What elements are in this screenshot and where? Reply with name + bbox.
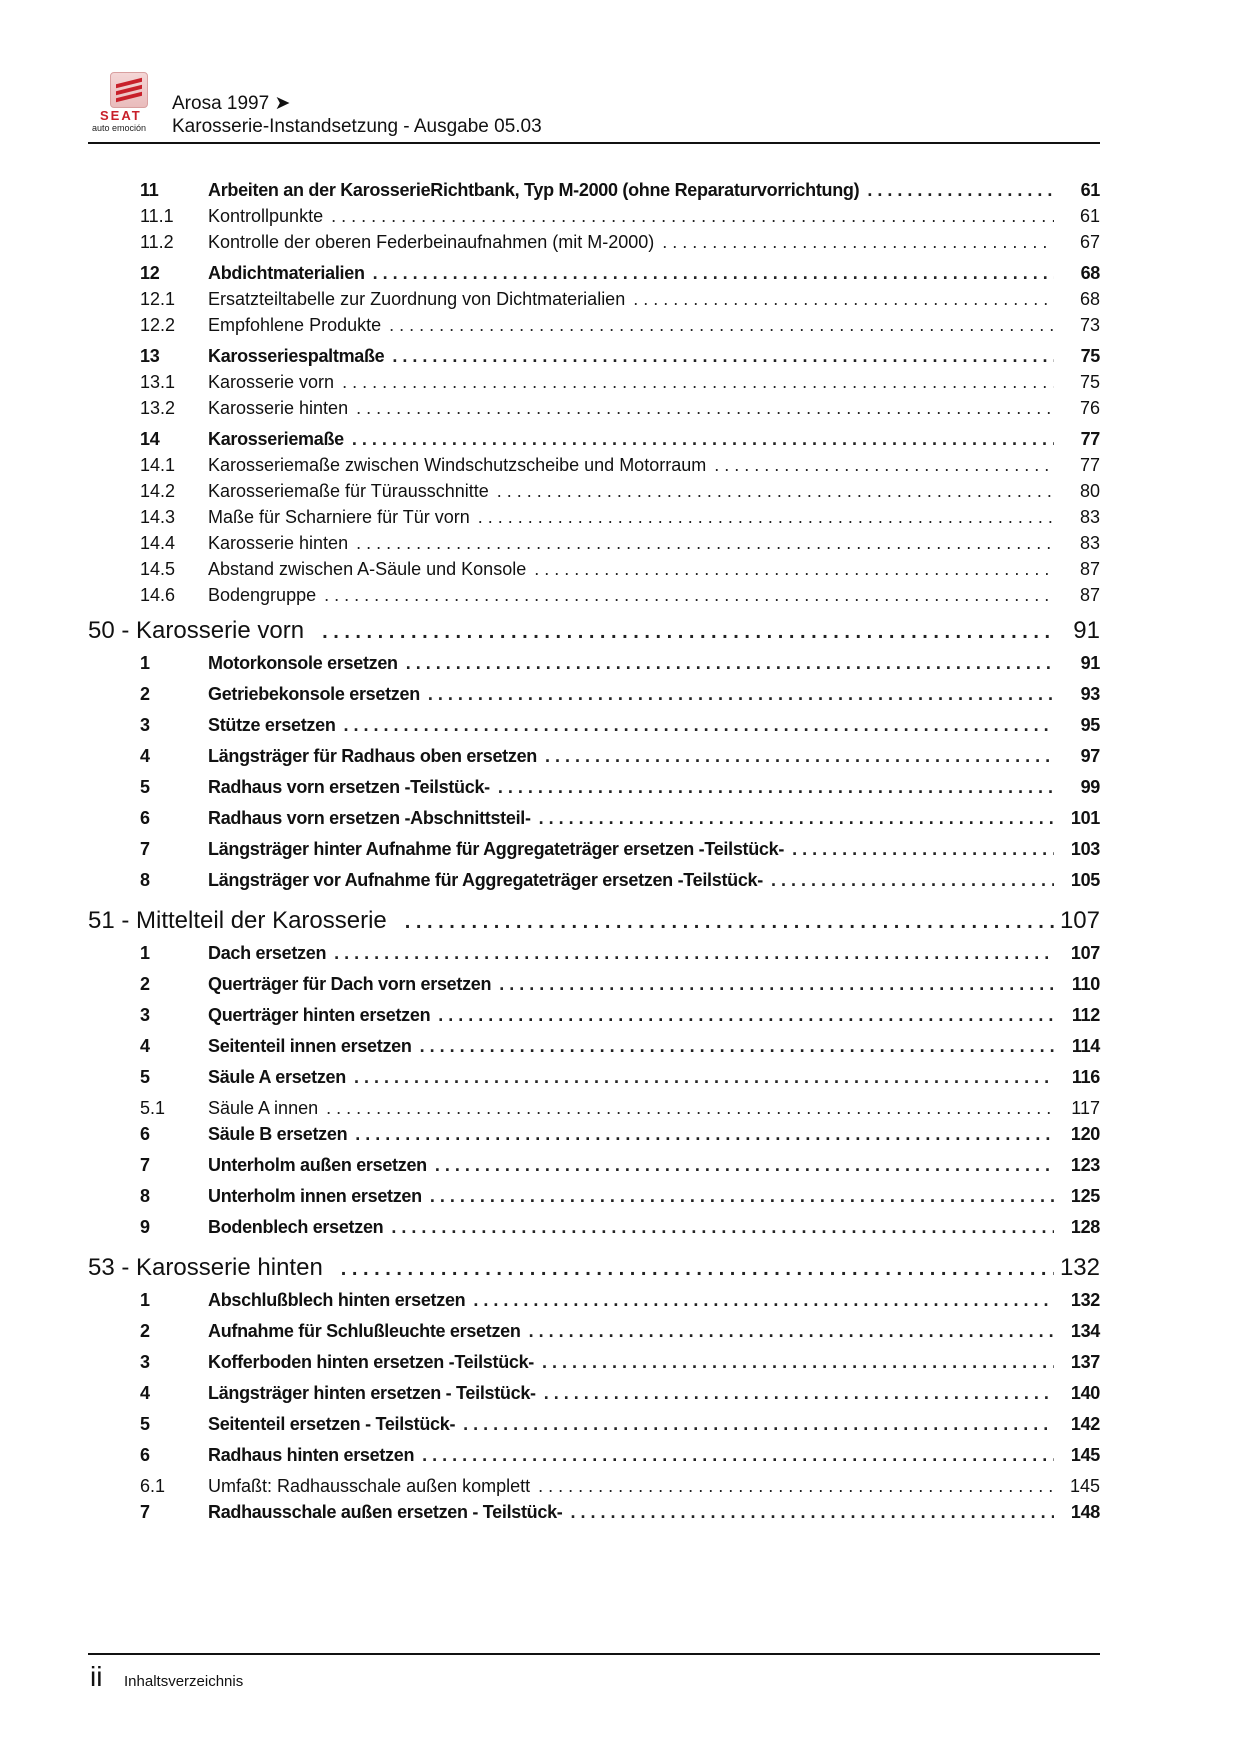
dot-leader	[478, 507, 1054, 528]
seat-logo	[90, 72, 170, 132]
toc-item[interactable]	[88, 1005, 1100, 1036]
toc-item[interactable]	[88, 1502, 1100, 1533]
toc-entry-page: 132	[1070, 1290, 1100, 1310]
dot-leader	[392, 346, 1054, 367]
toc-entry-page: 68	[1080, 263, 1100, 283]
toc-entry-title: Ersatzteiltabelle zur Zuordnung von Dichtmaterialien	[208, 289, 633, 310]
toc-entry-number: 7	[140, 1155, 150, 1175]
toc-entry-page: 123	[1070, 1155, 1100, 1175]
toc-entry-number: 14.2	[140, 481, 176, 501]
page-header	[88, 68, 1100, 144]
toc-entry-number: 6	[140, 1445, 150, 1465]
toc-entry-page: 132	[1059, 1254, 1100, 1281]
toc-entry-title: Karosserie hinten	[208, 533, 356, 554]
toc-entry-number: 2	[140, 974, 150, 994]
toc-item[interactable]	[88, 653, 1100, 684]
dot-leader	[322, 621, 1054, 644]
toc-entry-number: 14.5	[140, 559, 176, 579]
toc-entry-page: 120	[1070, 1124, 1100, 1144]
toc-entry-number: 14.1	[140, 455, 176, 475]
toc-section[interactable]	[88, 429, 1100, 455]
toc-entry-page: 77	[1079, 455, 1100, 475]
toc-entry-title: Radhaus vorn ersetzen -Teilstück-	[208, 777, 498, 798]
logo-tagline: auto emoción	[92, 123, 147, 133]
toc-entry-number: 9	[140, 1217, 150, 1237]
toc-entry-number: 12	[140, 263, 160, 283]
dot-leader	[571, 1502, 1055, 1523]
toc-entry-number: 5	[140, 1067, 150, 1087]
toc-entry-page: 134	[1070, 1321, 1100, 1341]
toc-entry-title: Getriebekonsole ersetzen	[208, 684, 428, 705]
dot-leader	[356, 398, 1054, 419]
toc-entry-number: 13	[140, 346, 160, 366]
toc-entry-number: 14	[140, 429, 160, 449]
toc-entry-page: 61	[1080, 180, 1100, 200]
toc-entry-title: Radhaus hinten ersetzen	[208, 1445, 422, 1466]
toc-entry-number: 6	[140, 808, 150, 828]
toc-entry-page: 140	[1070, 1383, 1100, 1403]
toc-entry-number: 1	[140, 653, 150, 673]
toc-entry-number: 4	[140, 1036, 150, 1056]
toc-subsection[interactable]	[88, 1476, 1100, 1502]
toc-entry-page: 75	[1079, 372, 1100, 392]
dot-leader	[435, 1155, 1054, 1176]
dot-leader	[354, 1067, 1054, 1088]
toc-entry-number: 6.1	[140, 1476, 166, 1496]
toc-entry-title: Längsträger vor Aufnahme für Aggregateträger ersetzen -Teilstück-	[208, 870, 771, 891]
toc-entry-number: 2	[140, 1321, 150, 1341]
toc-section[interactable]	[88, 346, 1100, 372]
dot-leader	[498, 777, 1054, 798]
toc-entry-page: 93	[1080, 684, 1100, 704]
toc-entry-page: 103	[1070, 839, 1100, 859]
toc-entry-page: 117	[1071, 1098, 1100, 1118]
toc-entry-page: 97	[1080, 746, 1100, 766]
toc-subsection[interactable]	[88, 533, 1100, 559]
toc-subsection[interactable]	[88, 398, 1100, 424]
toc-entry-number: 13.1	[140, 372, 176, 392]
dot-leader	[545, 746, 1054, 767]
dot-leader	[356, 533, 1054, 554]
dot-leader	[529, 1321, 1054, 1342]
dot-leader	[539, 808, 1054, 829]
toc-entry-title: Seitenteil ersetzen - Teilstück-	[208, 1414, 463, 1435]
dot-leader	[422, 1445, 1054, 1466]
toc-entry-number: 2	[140, 684, 150, 704]
toc-subsection[interactable]	[88, 1098, 1100, 1124]
toc-subsection[interactable]	[88, 559, 1100, 585]
toc-item[interactable]	[88, 870, 1100, 901]
dot-leader	[420, 1036, 1054, 1057]
toc-entry-page: 80	[1079, 481, 1100, 501]
dot-leader	[792, 839, 1054, 860]
toc-entry-number: 12.1	[140, 289, 176, 309]
dot-leader	[499, 974, 1054, 995]
toc-subsection[interactable]	[88, 507, 1100, 533]
toc-entry-number: 7	[140, 1502, 150, 1522]
toc-chapter[interactable]	[88, 617, 1100, 653]
seat-logo-icon	[110, 72, 148, 108]
toc-subsection[interactable]	[88, 289, 1100, 315]
toc-item[interactable]	[88, 974, 1100, 1005]
toc-subsection[interactable]	[88, 206, 1100, 232]
toc-entry-page: 95	[1080, 715, 1100, 735]
toc-item[interactable]	[88, 1124, 1100, 1155]
toc-entry-page: 107	[1059, 907, 1100, 934]
dot-leader	[430, 1186, 1054, 1207]
toc-entry-title: Karosserie hinten	[208, 398, 356, 419]
toc-item[interactable]	[88, 808, 1100, 839]
footer-page-number: ii	[90, 1661, 103, 1692]
toc-entry-title: Säule A ersetzen	[208, 1067, 354, 1088]
toc-entry-title: Säule A innen	[208, 1098, 326, 1119]
toc-chapter[interactable]	[88, 907, 1100, 943]
toc-entry-page: 87	[1079, 559, 1100, 579]
toc-entry-number: 3	[140, 1352, 150, 1372]
dot-leader	[341, 1258, 1054, 1281]
toc-entry-page: 114	[1071, 1036, 1100, 1056]
toc-item[interactable]	[88, 746, 1100, 777]
toc-entry-page: 125	[1070, 1186, 1100, 1206]
toc-item[interactable]	[88, 1186, 1100, 1217]
toc-entry-page: 107	[1070, 943, 1100, 963]
toc-entry-title: Abschlußblech hinten ersetzen	[208, 1290, 473, 1311]
dot-leader	[534, 559, 1054, 580]
toc-entry-title: Empfohlene Produkte	[208, 315, 389, 336]
toc-entry-number: 53 - Karosserie hinten	[88, 1254, 323, 1281]
toc-subsection[interactable]	[88, 455, 1100, 481]
dot-leader	[373, 263, 1054, 284]
toc-entry-title: Bodenblech ersetzen	[208, 1217, 391, 1238]
dot-leader	[542, 1352, 1054, 1373]
dot-leader	[331, 206, 1054, 227]
dot-leader	[633, 289, 1054, 310]
toc-entry-title: Kontrolle der oberen Federbeinaufnahmen (mit M-2000)	[208, 232, 662, 253]
toc-item[interactable]	[88, 1321, 1100, 1352]
dot-leader	[334, 943, 1054, 964]
toc-entry-page: 112	[1071, 1005, 1100, 1025]
toc-entry-page: 91	[1080, 653, 1100, 673]
toc-entry-title: Unterholm innen ersetzen	[208, 1186, 430, 1207]
toc-entry-page: 116	[1071, 1067, 1100, 1087]
dot-leader	[463, 1414, 1054, 1435]
dot-leader	[714, 455, 1054, 476]
toc-entry-number: 3	[140, 715, 150, 735]
toc-item[interactable]	[88, 715, 1100, 746]
toc-entry-number: 51 - Mittelteil der Karosserie	[88, 907, 387, 934]
dot-leader	[662, 232, 1054, 253]
toc-entry-title: Karosseriemaße	[208, 429, 352, 450]
toc-entry-page: 145	[1070, 1445, 1100, 1465]
toc-entry-title: Längsträger für Radhaus oben ersetzen	[208, 746, 545, 767]
toc-subsection[interactable]	[88, 481, 1100, 507]
dot-leader	[538, 1476, 1054, 1497]
dot-leader	[405, 911, 1054, 934]
toc-entry-page: 137	[1070, 1352, 1100, 1372]
dot-leader	[355, 1124, 1054, 1145]
toc-subsection[interactable]	[88, 585, 1100, 611]
toc-entry-title: Abstand zwischen A-Säule und Konsole	[208, 559, 534, 580]
dot-leader	[352, 429, 1054, 450]
toc-entry-title: Karosseriespaltmaße	[208, 346, 392, 367]
dot-leader	[324, 585, 1054, 606]
toc-entry-title: Querträger hinten ersetzen	[208, 1005, 438, 1026]
toc-entry-number: 5	[140, 777, 150, 797]
toc-entry-number: 50 - Karosserie vorn	[88, 617, 305, 644]
toc-entry-title: Längsträger hinter Aufnahme für Aggregateträger ersetzen -Teilstück-	[208, 839, 792, 860]
toc-entry-title: Abdichtmaterialien	[208, 263, 373, 284]
toc-item[interactable]	[88, 684, 1100, 715]
toc-section[interactable]	[88, 180, 1100, 206]
toc-entry-number: 1	[140, 1290, 150, 1310]
toc-subsection[interactable]	[88, 372, 1100, 398]
toc-entry-title: Querträger für Dach vorn ersetzen	[208, 974, 499, 995]
toc-entry-number: 11.2	[140, 232, 174, 252]
toc-entry-number: 12.2	[140, 315, 176, 335]
toc-entry-title: Kofferboden hinten ersetzen -Teilstück-	[208, 1352, 542, 1373]
toc-entry-title: Maße für Scharniere für Tür vorn	[208, 507, 478, 528]
dot-leader	[389, 315, 1054, 336]
toc-entry-page: 99	[1080, 777, 1100, 797]
toc-entry-page: 145	[1069, 1476, 1100, 1496]
toc-entry-page: 142	[1070, 1414, 1100, 1434]
toc-item[interactable]	[88, 1036, 1100, 1067]
toc-entry-title: Karosserie vorn	[208, 372, 342, 393]
dot-leader	[428, 684, 1054, 705]
dot-leader	[771, 870, 1054, 891]
toc-entry-title: Karosseriemaße für Türausschnitte	[208, 481, 497, 502]
toc-entry-number: 1	[140, 943, 150, 963]
toc-entry-title: Karosseriemaße zwischen Windschutzscheibe und Motorraum	[208, 455, 714, 476]
toc-entry-page: 83	[1079, 533, 1100, 553]
toc-entry-page: 87	[1079, 585, 1100, 605]
toc-item[interactable]	[88, 1155, 1100, 1186]
toc-entry-page: 68	[1079, 289, 1100, 309]
toc-entry-page: 91	[1073, 617, 1100, 644]
toc-entry-number: 11.1	[140, 206, 174, 226]
toc-entry-number: 8	[140, 870, 150, 890]
toc-item[interactable]	[88, 1414, 1100, 1445]
dot-leader	[544, 1383, 1054, 1404]
toc-item[interactable]	[88, 1067, 1100, 1098]
toc-entry-page: 73	[1079, 315, 1100, 335]
dot-leader	[391, 1217, 1054, 1238]
toc-entry-page: 128	[1070, 1217, 1100, 1237]
toc-entry-number: 13.2	[140, 398, 176, 418]
toc-entry-title: Motorkonsole ersetzen	[208, 653, 406, 674]
toc-entry-title: Stütze ersetzen	[208, 715, 344, 736]
toc-section[interactable]	[88, 263, 1100, 289]
toc-item[interactable]	[88, 839, 1100, 870]
footer-section-title: Inhaltsverzeichnis	[124, 1673, 244, 1690]
toc-entry-number: 14.6	[140, 585, 176, 605]
dot-leader	[438, 1005, 1054, 1026]
toc-entry-title: Arbeiten an der KarosserieRichtbank, Typ M-2000 (ohne Reparaturvorrichtung)	[208, 180, 867, 201]
toc-entry-number: 14.4	[140, 533, 176, 553]
dot-leader	[344, 715, 1054, 736]
toc-entry-number: 8	[140, 1186, 150, 1206]
logo-brand: SEAT	[100, 108, 142, 123]
toc-entry-number: 4	[140, 1383, 150, 1403]
toc-entry-title: Umfaßt: Radhausschale außen komplett	[208, 1476, 538, 1497]
toc-entry-page: 148	[1070, 1502, 1100, 1522]
toc-entry-number: 5.1	[140, 1098, 166, 1118]
toc-entry-title: Längsträger hinten ersetzen - Teilstück-	[208, 1383, 544, 1404]
toc-entry-title: Säule B ersetzen	[208, 1124, 355, 1145]
toc-entry-number: 3	[140, 1005, 150, 1025]
toc-entry-number: 7	[140, 839, 150, 859]
toc-entry-title: Dach ersetzen	[208, 943, 334, 964]
toc-entry-page: 105	[1070, 870, 1100, 890]
toc-subsection[interactable]	[88, 232, 1100, 258]
toc-entry-number: 6	[140, 1124, 150, 1144]
dot-leader	[406, 653, 1054, 674]
toc-entry-page: 77	[1080, 429, 1100, 449]
toc-item[interactable]	[88, 1445, 1100, 1476]
toc-entry-title: Bodengruppe	[208, 585, 324, 606]
toc-entry-number: 11	[140, 180, 159, 200]
toc-entry-title: Radhaus vorn ersetzen -Abschnittsteil-	[208, 808, 539, 829]
toc-item[interactable]	[88, 1352, 1100, 1383]
toc-entry-number: 5	[140, 1414, 150, 1434]
toc-entry-title: Radhausschale außen ersetzen - Teilstück-	[208, 1502, 571, 1523]
dot-leader	[867, 180, 1054, 201]
toc-item[interactable]	[88, 1383, 1100, 1414]
dot-leader	[473, 1290, 1054, 1311]
page-footer	[88, 1653, 1100, 1692]
toc-chapter[interactable]	[88, 1254, 1100, 1290]
toc-entry-page: 76	[1079, 398, 1100, 418]
toc-entry-number: 4	[140, 746, 150, 766]
toc-item[interactable]	[88, 943, 1100, 974]
toc-entry-title: Kontrollpunkte	[208, 206, 331, 227]
toc-entry-page: 61	[1079, 206, 1100, 226]
toc-entry-page: 101	[1070, 808, 1100, 828]
toc-entry-page: 83	[1079, 507, 1100, 527]
toc-entry-page: 67	[1079, 232, 1100, 252]
toc-item[interactable]	[88, 777, 1100, 808]
toc-entry-title: Seitenteil innen ersetzen	[208, 1036, 420, 1057]
toc-entry-page: 75	[1080, 346, 1100, 366]
toc-subsection[interactable]	[88, 315, 1100, 341]
toc-entry-title: Aufnahme für Schlußleuchte ersetzen	[208, 1321, 529, 1342]
toc-entry-title: Unterholm außen ersetzen	[208, 1155, 435, 1176]
dot-leader	[497, 481, 1054, 502]
toc-item[interactable]	[88, 1290, 1100, 1321]
document-model-title: Arosa 1997 ➤	[172, 93, 291, 114]
table-of-contents	[88, 180, 1100, 1533]
document-subtitle: Karosserie-Instandsetzung - Ausgabe 05.03	[172, 116, 542, 137]
dot-leader	[326, 1098, 1054, 1119]
toc-entry-number: 14.3	[140, 507, 176, 527]
toc-entry-page: 110	[1071, 974, 1100, 994]
dot-leader	[342, 372, 1054, 393]
toc-item[interactable]	[88, 1217, 1100, 1248]
